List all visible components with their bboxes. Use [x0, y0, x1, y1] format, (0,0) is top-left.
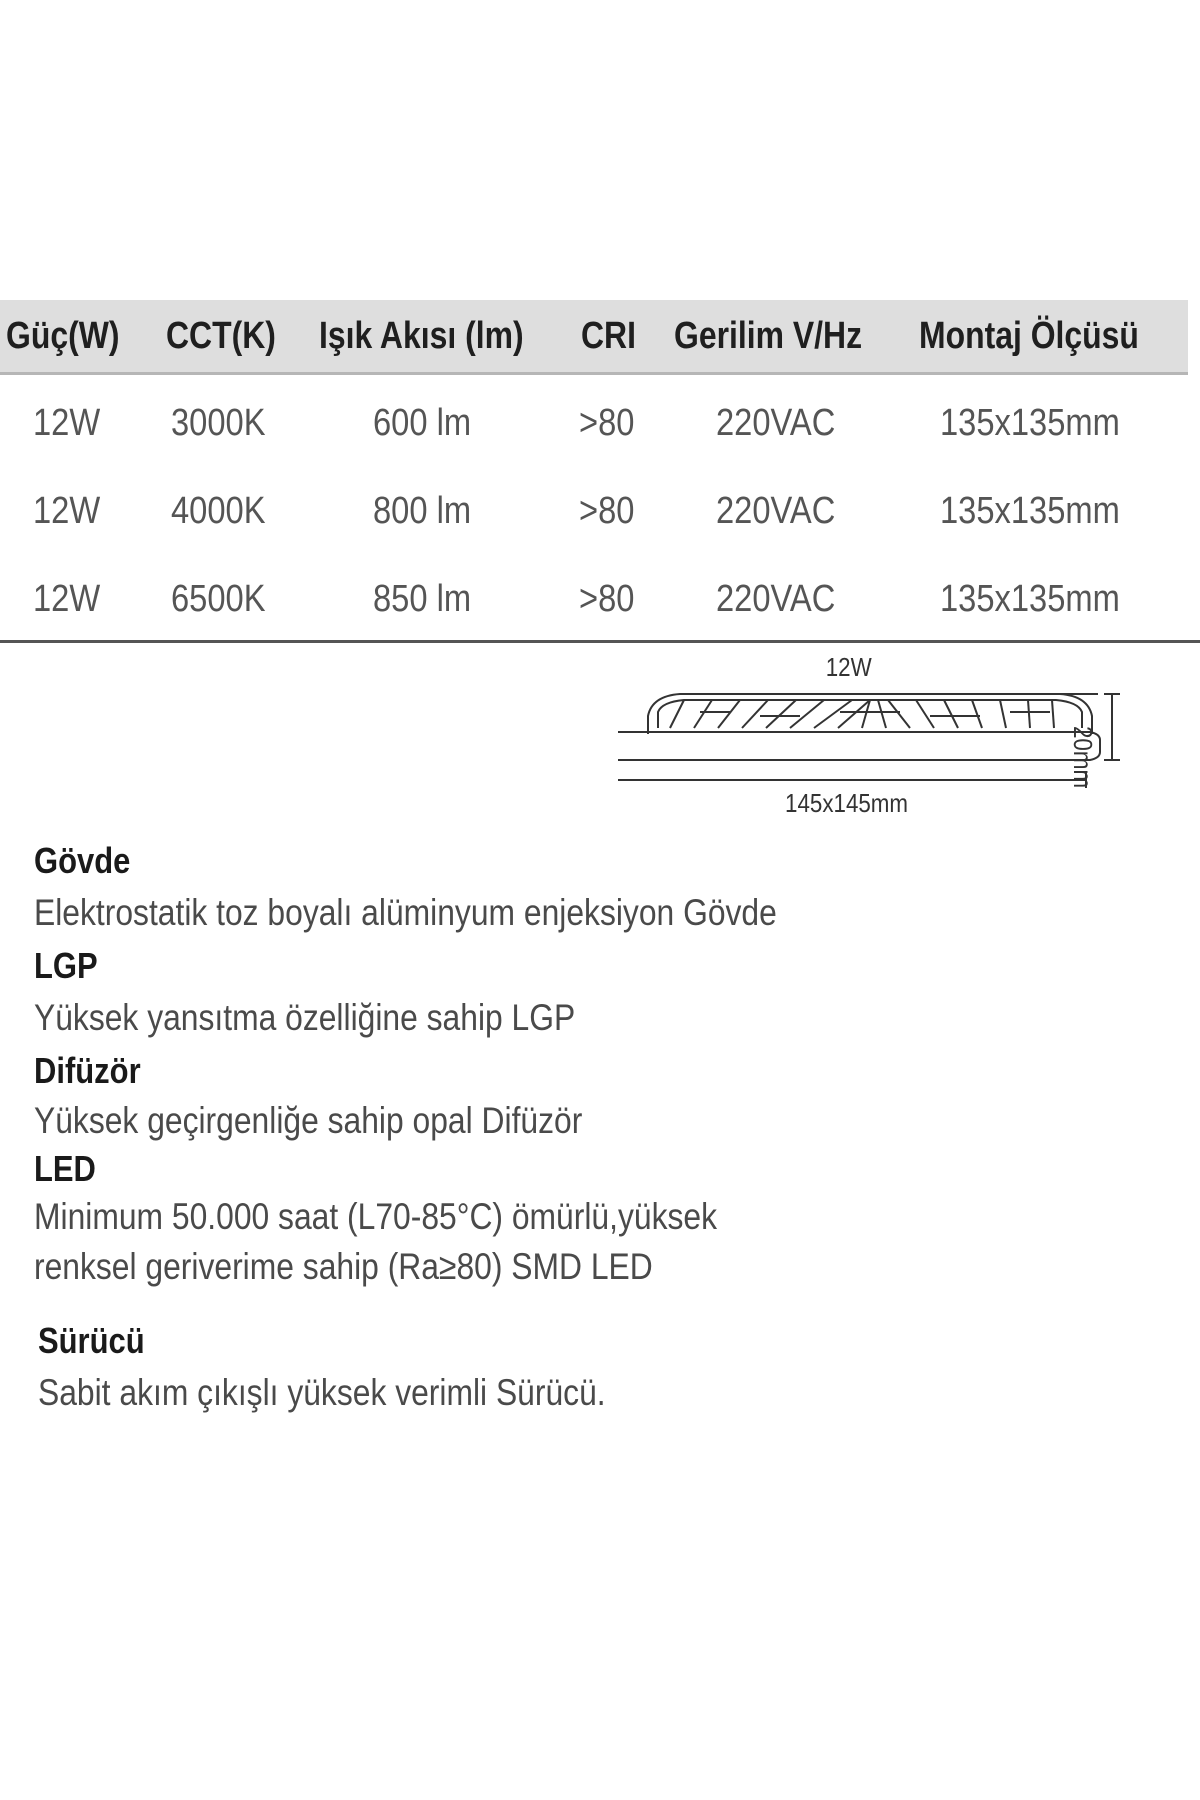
cell-power: 12W — [33, 402, 101, 444]
feature-title-body: Gövde — [34, 840, 131, 881]
cell-mount: 135x135mm — [940, 490, 1120, 532]
cell-power: 12W — [33, 578, 101, 620]
cell-cct: 4000K — [171, 490, 266, 532]
cell-mount: 135x135mm — [940, 578, 1120, 620]
feature-desc-diffuser: Yüksek geçirgenliğe sahip opal Difüzör — [34, 1100, 583, 1141]
cell-flux: 850 lm — [373, 578, 472, 620]
header-cri: CRI — [581, 315, 636, 357]
cell-voltage: 220VAC — [716, 490, 836, 532]
cell-voltage: 220VAC — [716, 402, 836, 444]
cell-cri: >80 — [579, 578, 635, 620]
cell-cct: 6500K — [171, 578, 266, 620]
feature-desc-lgp: Yüksek yansıtma özelliğine sahip LGP — [34, 997, 576, 1038]
feature-title-diffuser: Difüzör — [34, 1050, 141, 1091]
feature-title-led: LED — [34, 1148, 96, 1189]
cell-flux: 600 lm — [373, 402, 472, 444]
drawing-height-label: 20mm — [1068, 726, 1098, 789]
cell-flux: 800 lm — [373, 490, 472, 532]
table-header — [0, 300, 1188, 375]
cell-cct: 3000K — [171, 402, 266, 444]
header-mount: Montaj Ölçüsü — [919, 315, 1139, 357]
cell-cri: >80 — [579, 490, 635, 532]
feature-desc-led-line1: Minimum 50.000 saat (L70-85°C) ömürlü,yüksek — [34, 1196, 718, 1237]
header-cct: CCT(K) — [166, 315, 276, 357]
header-power: Güç(W) — [6, 315, 120, 357]
panel-body-outline — [618, 732, 1100, 760]
table-body — [0, 375, 1200, 643]
cell-cri: >80 — [579, 402, 635, 444]
header-voltage: Gerilim V/Hz — [674, 315, 863, 357]
header-flux: Işık Akısı (lm) — [319, 315, 524, 357]
drawing-power-label: 12W — [825, 652, 872, 682]
feature-desc-led-line2: renksel geriverime sahip (Ra≥80) SMD LED — [34, 1246, 653, 1287]
feature-title-lgp: LGP — [34, 945, 98, 986]
feature-desc-body: Elektrostatik toz boyalı alüminyum enjeksiyon Gövde — [34, 892, 777, 933]
cell-power: 12W — [33, 490, 101, 532]
table-row — [0, 555, 1200, 643]
drawing-width-label: 145x145mm — [785, 788, 909, 818]
table-row — [0, 467, 1200, 555]
spec-table — [0, 300, 1200, 643]
dimension-drawing — [600, 640, 1180, 820]
table-row — [0, 379, 1200, 467]
cell-voltage: 220VAC — [716, 578, 836, 620]
cell-mount: 135x135mm — [940, 402, 1120, 444]
housing-ribs — [670, 700, 1054, 728]
feature-title-driver: Sürücü — [38, 1320, 145, 1361]
feature-desc-driver: Sabit akım çıkışlı yüksek verimli Sürücü. — [38, 1372, 606, 1413]
